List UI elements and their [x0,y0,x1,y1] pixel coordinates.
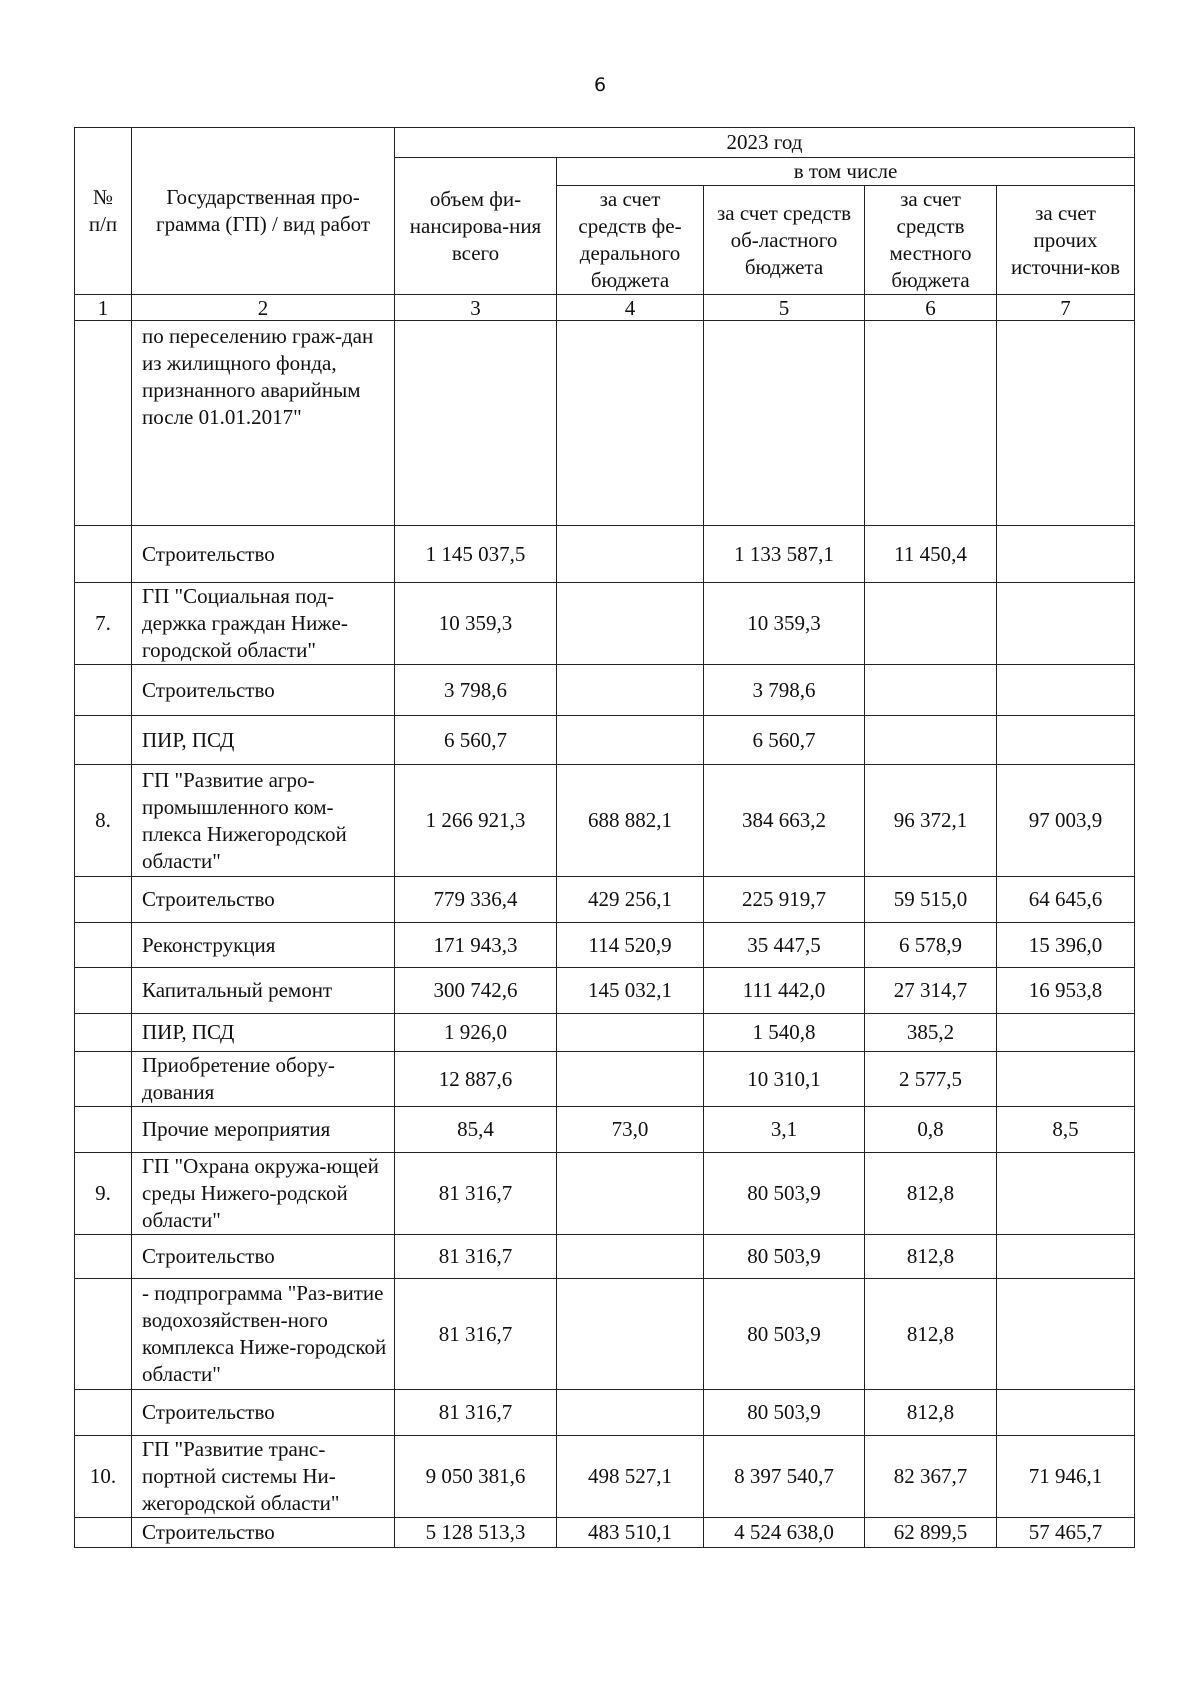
cell-total: 779 336,4 [395,877,557,923]
header-other: за счет прочих источни-ков [997,186,1135,295]
cell-total: 3 798,6 [395,665,557,716]
table-row [75,1390,1135,1436]
cell-local: 82 367,7 [865,1436,997,1518]
col-index: 4 [557,295,704,321]
header-regional: за счет средств об-ластного бюджета [704,186,865,295]
header-year: 2023 год [395,128,1135,158]
table-row [75,716,1135,765]
row-name: Приобретение обору-дования [132,1052,395,1107]
cell-local: 59 515,0 [865,877,997,923]
table-row [75,765,1135,877]
cell-total: 81 316,7 [395,1235,557,1279]
row-name: ГП "Охрана окружа-ющей среды Нижего-родской области" [132,1153,395,1235]
cell-local [865,665,997,716]
cell-federal [557,583,704,665]
cell-federal [557,665,704,716]
cell-other [997,526,1135,583]
header-num: № п/п [75,128,132,295]
cell-federal [557,1153,704,1235]
cell-federal [557,1390,704,1436]
cell-other [997,665,1135,716]
cell-local: 6 578,9 [865,923,997,968]
row-number [75,1052,132,1107]
cell-total: 1 145 037,5 [395,526,557,583]
row-name: ПИР, ПСД [132,716,395,765]
row-number: 10. [75,1436,132,1518]
cell-total: 1 926,0 [395,1014,557,1052]
table-row [75,1052,1135,1107]
cell-regional: 8 397 540,7 [704,1436,865,1518]
cell-other [997,1279,1135,1390]
row-number [75,1390,132,1436]
cell-total: 81 316,7 [395,1390,557,1436]
cell-total: 1 266 921,3 [395,765,557,877]
cell-total: 85,4 [395,1107,557,1153]
cell-other [997,1235,1135,1279]
cell-total: 9 050 381,6 [395,1436,557,1518]
row-name: по переселению граж-дан из жилищного фонда, признанного аварийным после 01.01.2017" [132,321,395,526]
cell-federal [557,1279,704,1390]
row-name: Капитальный ремонт [132,968,395,1014]
col-index: 7 [997,295,1135,321]
column-index-row [75,295,1135,321]
cell-regional: 80 503,9 [704,1235,865,1279]
table-row [75,1153,1135,1235]
table-row [75,1279,1135,1390]
cell-total: 12 887,6 [395,1052,557,1107]
col-index: 3 [395,295,557,321]
cell-total: 81 316,7 [395,1279,557,1390]
cell-federal: 483 510,1 [557,1518,704,1548]
cell-total [395,321,557,526]
table-row [75,321,1135,526]
cell-total: 5 128 513,3 [395,1518,557,1548]
cell-local: 0,8 [865,1107,997,1153]
cell-regional [704,321,865,526]
cell-regional: 80 503,9 [704,1153,865,1235]
cell-regional: 225 919,7 [704,877,865,923]
cell-local: 812,8 [865,1390,997,1436]
cell-other: 97 003,9 [997,765,1135,877]
header-federal: за счет средств фе-дерального бюджета [557,186,704,295]
row-name: Реконструкция [132,923,395,968]
row-number [75,923,132,968]
cell-other [997,1153,1135,1235]
row-number [75,1518,132,1548]
cell-local [865,321,997,526]
cell-regional: 35 447,5 [704,923,865,968]
cell-other: 16 953,8 [997,968,1135,1014]
col-index: 2 [132,295,395,321]
cell-total: 81 316,7 [395,1153,557,1235]
cell-regional: 80 503,9 [704,1279,865,1390]
row-number: 7. [75,583,132,665]
col-index: 1 [75,295,132,321]
row-number [75,321,132,526]
cell-federal [557,1235,704,1279]
cell-regional: 1 540,8 [704,1014,865,1052]
row-name: - подпрограмма "Раз-витие водохозяйствен-ного комплекса Ниже-городской области" [132,1279,395,1390]
cell-regional: 6 560,7 [704,716,865,765]
row-name: Строительство [132,665,395,716]
table-row [75,923,1135,968]
header-local: за счет средств местного бюджета [865,186,997,295]
cell-regional: 3 798,6 [704,665,865,716]
row-name: Строительство [132,877,395,923]
cell-other: 64 645,6 [997,877,1135,923]
row-number: 8. [75,765,132,877]
row-number [75,716,132,765]
cell-total: 10 359,3 [395,583,557,665]
row-name: Строительство [132,1518,395,1548]
cell-regional: 3,1 [704,1107,865,1153]
cell-federal: 688 882,1 [557,765,704,877]
col-index: 5 [704,295,865,321]
cell-federal: 145 032,1 [557,968,704,1014]
row-name: Строительство [132,526,395,583]
cell-federal: 498 527,1 [557,1436,704,1518]
cell-other: 15 396,0 [997,923,1135,968]
cell-regional: 10 359,3 [704,583,865,665]
table-row [75,1107,1135,1153]
cell-federal [557,321,704,526]
cell-other [997,1052,1135,1107]
cell-local [865,583,997,665]
cell-regional: 80 503,9 [704,1390,865,1436]
cell-total: 300 742,6 [395,968,557,1014]
row-number [75,877,132,923]
cell-federal [557,1014,704,1052]
cell-local: 27 314,7 [865,968,997,1014]
row-name: Прочие мероприятия [132,1107,395,1153]
cell-local: 11 450,4 [865,526,997,583]
table-row [75,968,1135,1014]
row-name: Строительство [132,1390,395,1436]
row-name: ПИР, ПСД [132,1014,395,1052]
table-row [75,1518,1135,1548]
row-name: ГП "Развитие транс-портной системы Ни-жегородской области" [132,1436,395,1518]
cell-federal [557,1052,704,1107]
cell-local: 62 899,5 [865,1518,997,1548]
row-number: 9. [75,1153,132,1235]
col-index: 6 [865,295,997,321]
row-number [75,526,132,583]
cell-local: 2 577,5 [865,1052,997,1107]
cell-other: 57 465,7 [997,1518,1135,1548]
row-number [75,1279,132,1390]
cell-other [997,583,1135,665]
cell-regional: 4 524 638,0 [704,1518,865,1548]
cell-other [997,321,1135,526]
header-program: Государственная про-грамма (ГП) / вид работ [132,128,395,295]
page-number: 6 [593,74,607,96]
cell-regional: 1 133 587,1 [704,526,865,583]
table-row [75,1014,1135,1052]
cell-local: 96 372,1 [865,765,997,877]
cell-regional: 384 663,2 [704,765,865,877]
cell-local: 812,8 [865,1279,997,1390]
row-name: ГП "Социальная под-держка граждан Ниже-городской области" [132,583,395,665]
cell-other [997,1390,1135,1436]
header-total: объем фи-нансирова-ния всего [395,158,557,295]
header-including: в том числе [557,158,1135,186]
table-row [75,526,1135,583]
cell-total: 171 943,3 [395,923,557,968]
cell-other [997,716,1135,765]
table-row [75,877,1135,923]
cell-regional: 10 310,1 [704,1052,865,1107]
cell-federal: 73,0 [557,1107,704,1153]
cell-other: 71 946,1 [997,1436,1135,1518]
cell-federal [557,526,704,583]
cell-regional: 111 442,0 [704,968,865,1014]
row-name: Строительство [132,1235,395,1279]
row-name: ГП "Развитие агро-промышленного ком-плекса Нижегородской области" [132,765,395,877]
row-number [75,665,132,716]
budget-table [74,127,1135,1548]
table-row [75,665,1135,716]
cell-federal: 429 256,1 [557,877,704,923]
row-number [75,1107,132,1153]
table-row [75,1436,1135,1518]
header-row-1 [75,128,1135,158]
row-number [75,968,132,1014]
row-number [75,1014,132,1052]
cell-local: 812,8 [865,1235,997,1279]
table-row [75,583,1135,665]
cell-local: 385,2 [865,1014,997,1052]
table-row [75,1235,1135,1279]
cell-federal [557,716,704,765]
cell-other: 8,5 [997,1107,1135,1153]
cell-local: 812,8 [865,1153,997,1235]
cell-other [997,1014,1135,1052]
row-number [75,1235,132,1279]
cell-local [865,716,997,765]
cell-federal: 114 520,9 [557,923,704,968]
cell-total: 6 560,7 [395,716,557,765]
